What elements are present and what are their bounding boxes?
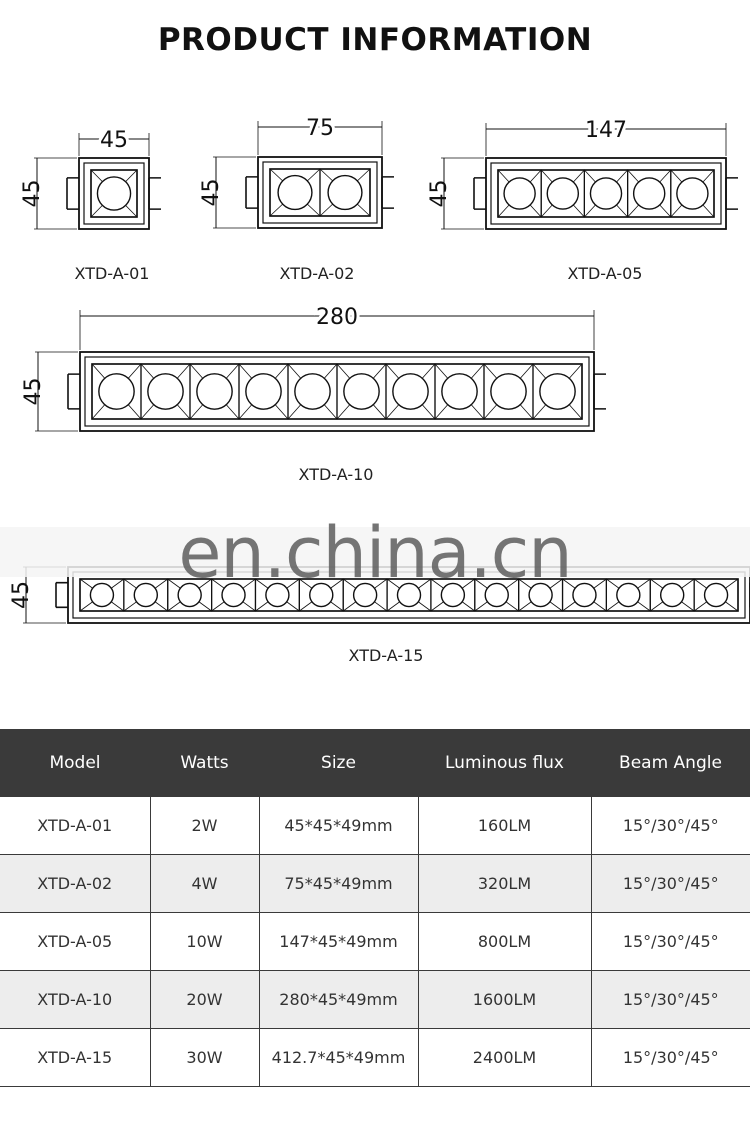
lens-cell bbox=[484, 364, 533, 419]
led-lens bbox=[442, 374, 477, 409]
diagram-label-xtd-a-10: XTD-A-10 bbox=[298, 465, 374, 484]
left-clip bbox=[246, 177, 258, 208]
cell-beam: 15°/30°/45° bbox=[591, 971, 750, 1029]
led-lens bbox=[491, 374, 526, 409]
height-dimension-label: 45 bbox=[199, 178, 224, 207]
led-lens bbox=[97, 177, 130, 210]
lens-cell bbox=[584, 170, 627, 217]
lens-cell bbox=[337, 364, 386, 419]
lens-cell bbox=[141, 364, 190, 419]
cell-watts: 2W bbox=[150, 797, 259, 855]
led-lens bbox=[99, 374, 134, 409]
width-dimension-label: 280 bbox=[316, 305, 358, 330]
lens-cell bbox=[628, 170, 671, 217]
diagram-label-xtd-a-02: XTD-A-02 bbox=[279, 264, 355, 283]
height-dimension-label: 45 bbox=[9, 581, 34, 609]
lens-cell bbox=[92, 364, 141, 419]
height-dimension-label: 45 bbox=[20, 179, 45, 208]
cell-size: 412.7*45*49mm bbox=[259, 1029, 418, 1087]
diagram-label-xtd-a-01: XTD-A-01 bbox=[74, 264, 150, 283]
lens-cell bbox=[435, 364, 484, 419]
lens-cell bbox=[288, 364, 337, 419]
header-luminous-flux: Luminous flux bbox=[418, 729, 591, 797]
lens-cell bbox=[239, 364, 288, 419]
table-row bbox=[0, 971, 750, 1029]
table-row bbox=[0, 1029, 750, 1087]
spec-table bbox=[0, 729, 750, 1087]
table-row bbox=[0, 797, 750, 855]
led-lens bbox=[246, 374, 281, 409]
left-clip bbox=[67, 178, 79, 209]
cell-beam: 15°/30°/45° bbox=[591, 913, 750, 971]
table-row bbox=[0, 913, 750, 971]
led-lens bbox=[328, 176, 362, 210]
right-clip bbox=[382, 177, 394, 208]
table-row bbox=[0, 855, 750, 913]
diagram-label-xtd-a-05: XTD-A-05 bbox=[567, 264, 643, 283]
cell-flux: 800LM bbox=[418, 913, 591, 971]
height-dimension-label: 45 bbox=[21, 377, 46, 406]
header-model: Model bbox=[0, 729, 150, 797]
led-lens bbox=[540, 374, 575, 409]
width-dimension-label: 147 bbox=[585, 118, 627, 143]
led-lens bbox=[677, 178, 708, 209]
right-clip bbox=[149, 178, 161, 209]
cell-watts: 4W bbox=[150, 855, 259, 913]
cell-size: 45*45*49mm bbox=[259, 797, 418, 855]
lens-cell bbox=[320, 169, 370, 216]
cell-model: XTD-A-01 bbox=[0, 797, 150, 855]
cell-model: XTD-A-10 bbox=[0, 971, 150, 1029]
width-dimension-label: 75 bbox=[306, 116, 334, 141]
led-lens bbox=[590, 178, 621, 209]
height-dimension-label: 45 bbox=[427, 179, 452, 208]
lens-cell bbox=[386, 364, 435, 419]
cell-flux: 320LM bbox=[418, 855, 591, 913]
lens-cell bbox=[541, 170, 584, 217]
cell-size: 75*45*49mm bbox=[259, 855, 418, 913]
led-lens bbox=[547, 178, 578, 209]
led-lens bbox=[504, 178, 535, 209]
cell-watts: 20W bbox=[150, 971, 259, 1029]
led-lens bbox=[634, 178, 665, 209]
cell-watts: 10W bbox=[150, 913, 259, 971]
left-clip bbox=[474, 178, 486, 209]
cell-size: 147*45*49mm bbox=[259, 913, 418, 971]
cell-flux: 1600LM bbox=[418, 971, 591, 1029]
led-lens bbox=[393, 374, 428, 409]
cell-watts: 30W bbox=[150, 1029, 259, 1087]
led-lens bbox=[197, 374, 232, 409]
led-lens bbox=[344, 374, 379, 409]
lens-cell bbox=[190, 364, 239, 419]
cell-model: XTD-A-02 bbox=[0, 855, 150, 913]
led-lens bbox=[295, 374, 330, 409]
lens-cell bbox=[91, 170, 137, 217]
led-lens bbox=[148, 374, 183, 409]
right-clip bbox=[726, 178, 738, 209]
cell-beam: 15°/30°/45° bbox=[591, 855, 750, 913]
diagram-xtd-a-02 bbox=[213, 121, 394, 228]
table-header-row bbox=[0, 729, 750, 797]
led-lens bbox=[278, 176, 312, 210]
page-title: PRODUCT INFORMATION bbox=[157, 22, 593, 58]
cell-flux: 2400LM bbox=[418, 1029, 591, 1087]
lens-cell bbox=[671, 170, 714, 217]
lens-cell bbox=[498, 170, 541, 217]
diagram-xtd-a-01 bbox=[34, 133, 161, 229]
left-clip bbox=[68, 374, 80, 409]
cell-size: 280*45*49mm bbox=[259, 971, 418, 1029]
cell-flux: 160LM bbox=[418, 797, 591, 855]
cell-beam: 15°/30°/45° bbox=[591, 797, 750, 855]
header-beam-angle: Beam Angle bbox=[591, 729, 750, 797]
width-dimension-label: 45 bbox=[100, 128, 128, 153]
cell-model: XTD-A-05 bbox=[0, 913, 150, 971]
diagram-label-xtd-a-15: XTD-A-15 bbox=[348, 646, 424, 665]
header-size: Size bbox=[259, 729, 418, 797]
lens-cell bbox=[270, 169, 320, 216]
watermark-text: en.china.cn bbox=[178, 512, 572, 594]
header-watts: Watts bbox=[150, 729, 259, 797]
cell-model: XTD-A-15 bbox=[0, 1029, 150, 1087]
lens-cell bbox=[533, 364, 582, 419]
right-clip bbox=[594, 374, 606, 409]
cell-beam: 15°/30°/45° bbox=[591, 1029, 750, 1087]
